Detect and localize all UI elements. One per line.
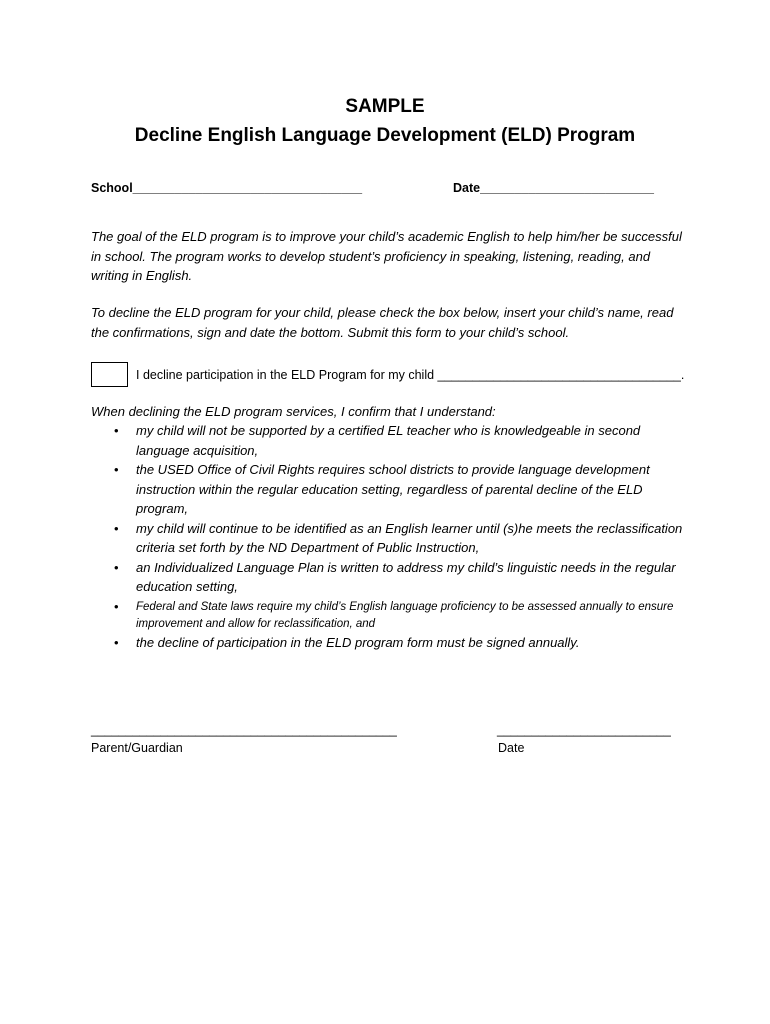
list-item xyxy=(91,558,691,597)
confirmations-heading: When declining the ELD program services, I confirm that I understand: xyxy=(91,404,496,419)
bullet-icon: • xyxy=(114,634,119,650)
list-item xyxy=(91,597,691,633)
decline-statement[interactable]: I decline participation in the ELD Program for my child ___________________________________. xyxy=(136,368,685,382)
parent-signature-label: Parent/Guardian xyxy=(91,741,183,755)
list-item-text: an Individualized Language Plan is written to address my child’s linguistic needs in the regular education setting, xyxy=(136,559,676,594)
list-item-text: the decline of participation in the ELD program form must be signed annually. xyxy=(136,634,580,650)
bullet-icon: • xyxy=(114,559,119,575)
list-item-text: my child will continue to be identified as an English learner until (s)he meets the reclassification criteria set forth by the ND Department of Public Instruction, xyxy=(136,520,683,555)
bullet-icon: • xyxy=(114,423,119,438)
list-item-text: the USED Office of Civil Rights requires school districts to provide language development instruction within the regular education setting, regardless of parental decline of the ELD program, xyxy=(136,462,650,516)
bullet-icon: • xyxy=(114,462,119,477)
school-field[interactable]: School_________________________________ xyxy=(91,181,363,195)
list-item-text: my child will not be supported by a certified EL teacher who is knowledgeable in second language acquisition, xyxy=(136,423,641,458)
bullet-icon: • xyxy=(114,598,119,614)
parent-signature-field[interactable]: ____________________________________________ xyxy=(91,723,397,737)
bullet-icon: • xyxy=(114,520,119,536)
goal-paragraph: The goal of the ELD program is to improve your child’s academic English to help him/her be successful in school. The program works to develop student’s proficiency in speaking, listening, reading, and writing in English. xyxy=(91,229,682,283)
signature-date-label: Date xyxy=(498,741,525,755)
decline-checkbox[interactable] xyxy=(91,362,128,387)
form-subtitle: Decline English Language Development (ELD) Program xyxy=(134,125,636,146)
date-field[interactable]: Date_________________________ xyxy=(453,181,654,195)
list-item xyxy=(91,460,691,519)
signature-date-field[interactable]: _________________________ xyxy=(497,723,671,737)
list-item xyxy=(91,633,691,653)
confirmations-list xyxy=(91,421,691,652)
form-title: SAMPLE xyxy=(345,96,425,117)
list-item xyxy=(91,421,691,460)
list-item xyxy=(91,519,691,558)
list-item-text: Federal and State laws require my child’s English language proficiency to be assessed annually to ensure improvement and allow for reclassification, and xyxy=(136,600,674,630)
instruction-paragraph: To decline the ELD program for your child, please check the box below, insert your child’s name, read the confirmations, sign and date the bottom. Submit this form to your child’s school. xyxy=(91,305,674,340)
